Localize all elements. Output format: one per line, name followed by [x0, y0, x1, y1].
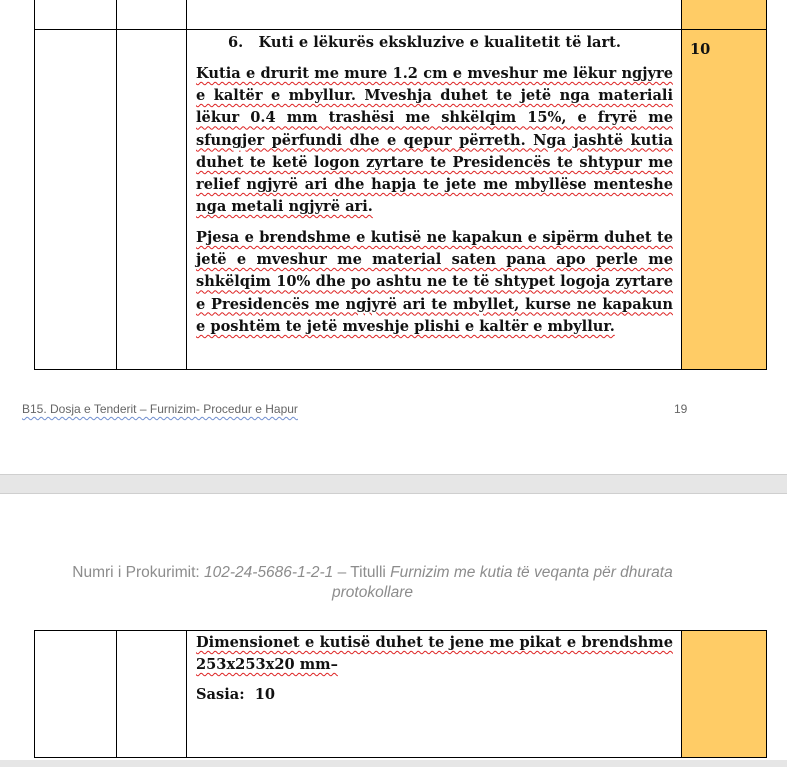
quantity-column-top: [682, 0, 766, 29]
description-paragraph-2: Pjesa e brendshme e kutisë ne kapakun e sipërm duhet te jetë e mveshur me material saten pana apo perle me shkëlqim 10% dhe po ashtu ne te të shtypet logoja zyrtare e Presidencës me ngjyrë ari te mbyllet, kurse ne kapakun e poshtëm te jetë mveshje plishi e kaltër e mbyllur.: [196, 229, 673, 335]
item-title: [228, 33, 621, 53]
dimensions-text: Dimensionet e kutisë duhet te jene me pikat e brendshme 253x253x20 mm–: [196, 634, 673, 674]
header-label: Numri i Prokurimit:: [72, 564, 205, 581]
procurement-title: Furnizim me kutia të veqanta për dhurata protokollare: [332, 564, 673, 601]
item-number: 6.: [228, 34, 244, 51]
quantity-column-page2: [682, 631, 766, 758]
page-bottom-edge: [0, 760, 787, 767]
quantity-label: Sasia:: [196, 686, 245, 703]
page-separator: [0, 474, 787, 494]
footer-document-title: B15. Dosja e Tenderit – Furnizim- Procedur e Hapur: [22, 402, 298, 416]
description-paragraph-1: Kutia e drurit me mure 1.2 cm e mveshur me lëkur ngjyre e kaltër e mbyllur. Mveshja duhet te jetë nga materiali lëkur 0.4 mm trashësi me shkëlqim 15%, e fryrë me sfungjer përfundi dhe e qepur përreth. Nga jashtë kutia duhet te ketë logon zyrtare te Presidencës te shtypur me relief ngjyrë ari dhe hapja te jete me mbyllëse menteshe nga metali ngjyrë ari.: [196, 65, 673, 216]
quantity-value: 10: [254, 686, 276, 703]
procurement-number: 102-24-5686-1-2-1: [204, 564, 334, 581]
quantity-line: [196, 686, 275, 703]
quantity-cell: 10: [690, 41, 711, 58]
item-title-text: Kuti e lëkurës ekskluzive e kualitetit të lart.: [258, 34, 621, 51]
page-header: [40, 563, 705, 603]
header-title-label: – Titulli: [333, 564, 391, 581]
quantity-column: [682, 30, 766, 369]
footer-page-number: 19: [674, 402, 688, 416]
